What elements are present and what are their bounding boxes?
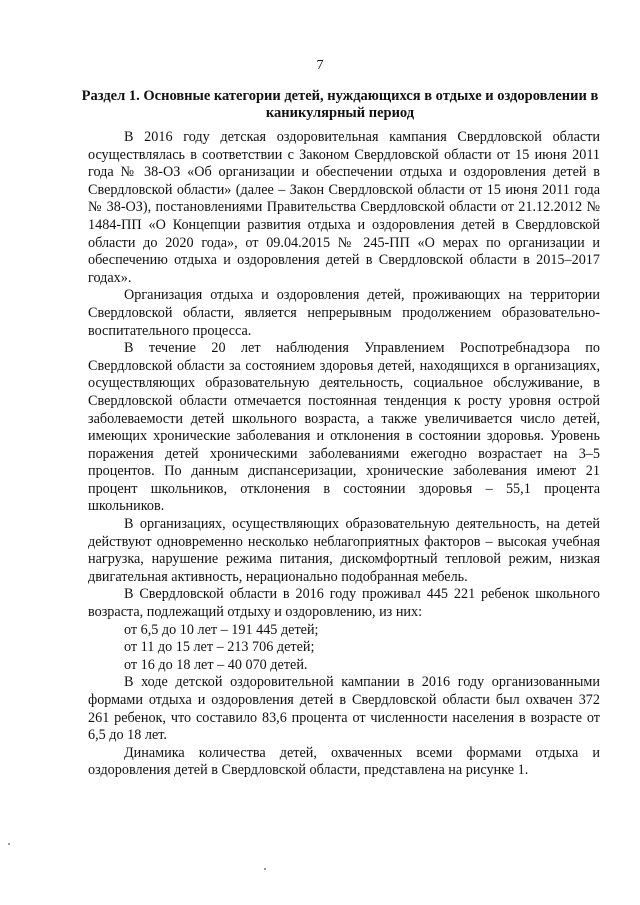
- paragraph-health-monitoring: В течение 20 лет наблюдения Управлением Роспотребнадзора по Свердловской области за состоянием здоровья детей, находящихся в организациях, осуществляющих образовательную деятельность, социальное обслуживание, в Свердловской области отмечается постоянная тенденция к росту уровня острой заболеваемости детей школьного возраста, а также увеличивается число детей, имеющих хронические заболевания и отклонения в состоянии здоровья. Уровень поражения детей хроническими заболеваниями ежегодно возрастает на 3–5 процентов. По данным диспансеризации, хронические заболевания имеют 21 процент школьников, отклонения в состоянии здоровья – 55,1 процента школьников.: [88, 340, 600, 515]
- paragraph-population: В Свердловской области в 2016 году проживал 445 221 ребенок школьного возраста, подлежащий отдыху и оздоровлению, из них:: [88, 586, 600, 621]
- scan-speck: [8, 843, 10, 845]
- section-title: Раздел 1. Основные категории детей, нуждающихся в отдыхе и оздоровлении в каникулярный период: [81, 88, 599, 121]
- age-group-item: от 16 до 18 лет – 40 070 детей.: [124, 656, 308, 673]
- paragraph-legal-basis: В 2016 году детская оздоровительная кампания Свердловской области осуществлялась в соответствии с Законом Свердловской области от 15 июня 2011 года № 38-ОЗ «Об организации и обеспечении отдыха и оздоровления детей в Свердловской области» (далее – Закон Свердловской области от 15 июня 2011 года № 38-ОЗ), постановлениями Правительства Свердловской области от 21.12.2012 № 1484-ПП «О Концепции развития отдыха и оздоровления детей в Свердловской области до 2020 года», от 09.04.2015 № 245-ПП «О мерах по организации и обеспечению отдыха и оздоровления детей в Свердловской области в 2015–2017 годах».: [88, 129, 600, 286]
- body-text: [88, 129, 600, 780]
- paragraph-figure-reference: Динамика количества детей, охваченных всеми формами отдыха и оздоровления детей в Свердловской области, представлена на рисунке 1.: [88, 744, 600, 779]
- scan-speck: [264, 868, 266, 870]
- paragraph-campaign-coverage: В ходе детской оздоровительной кампании в 2016 году организованными формами отдыха и оздоровления детей в Свердловской области был охвачен 372 261 ребенок, что составило 83,6 процента от численности населения в возрасте от 6,5 до 18 лет.: [88, 674, 600, 744]
- paragraph-organization: Организация отдыха и оздоровления детей, проживающих на территории Свердловской области, является непрерывным продолжением образовательно-воспитательного процесса.: [88, 287, 600, 339]
- paragraph-adverse-factors: В организациях, осуществляющих образовательную деятельность, на детей действуют одновременно несколько неблагоприятных факторов – высокая учебная нагрузка, нарушение режима питания, дискомфортный тепловой режим, низкая двигательная активность, нерационально подобранная мебель.: [88, 516, 600, 585]
- age-group-item: от 11 до 15 лет – 213 706 детей;: [124, 639, 315, 656]
- age-group-item: от 6,5 до 10 лет – 191 445 детей;: [124, 621, 319, 638]
- page-number: 7: [316, 58, 324, 73]
